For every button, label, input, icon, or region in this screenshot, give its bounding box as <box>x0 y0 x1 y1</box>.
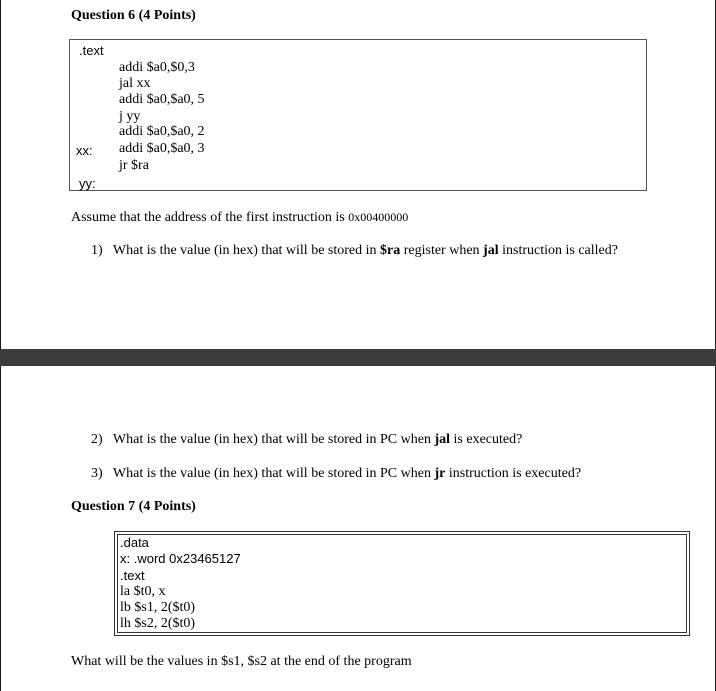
q2-number: 2) <box>91 432 103 447</box>
q1-register: $ra <box>380 243 401 258</box>
q1-text-pre: What is the value (in hex) that will be stored in <box>112 243 377 258</box>
q6-code-line: addi $a0,$0,3 <box>119 60 195 75</box>
q6-code-directive: .text <box>79 43 104 58</box>
q6-question-3 <box>91 466 581 482</box>
q6-code-line: jal xx <box>119 76 151 91</box>
q7-code-line: x: .word 0x23465127 <box>120 551 241 566</box>
q6-label-yy: yy: <box>79 176 96 191</box>
q7-code-box <box>114 531 690 636</box>
q1-keyword: jal <box>483 243 499 258</box>
q7-code-line: lb $s1, 2($t0) <box>120 600 196 615</box>
q7-heading: Question 7 (4 Points) <box>71 499 196 514</box>
q6-question-1 <box>91 243 618 259</box>
q7-code-line: la $t0, x <box>120 584 166 599</box>
assume-text: Assume that the address of the first instruction is <box>71 210 345 225</box>
q2-text-pre: What is the value (in hex) that will be stored in PC when <box>112 432 431 447</box>
q3-number: 3) <box>91 466 103 481</box>
q7-code-line: .text <box>120 568 145 583</box>
q7-code-line: lh $s2, 2($t0) <box>120 616 196 631</box>
q2-text-post: is executed? <box>453 432 523 447</box>
q1-number: 1) <box>91 243 103 258</box>
q6-code-box <box>69 39 647 191</box>
q7-code-line: .data <box>120 535 149 550</box>
q3-keyword: jr <box>434 466 446 481</box>
q6-heading: Question 6 (4 Points) <box>71 8 196 23</box>
assume-line <box>71 210 408 226</box>
q1-text-mid: register when <box>403 243 480 258</box>
q3-text-pre: What is the value (in hex) that will be stored in PC when <box>112 466 431 481</box>
q6-code-line: j yy <box>119 109 141 124</box>
q6-question-2 <box>91 432 522 448</box>
q6-code-line: jr $ra <box>119 158 149 173</box>
q3-text-post: instruction is executed? <box>448 466 582 481</box>
q2-keyword: jal <box>434 432 451 447</box>
q6-code-line: addi $a0,$a0, 3 <box>119 141 205 156</box>
q6-code-line: addi $a0,$a0, 5 <box>119 92 205 107</box>
q1-text-post: instruction is called? <box>502 243 618 258</box>
q7-question: What will be the values in $s1, $s2 at the end of the program <box>71 654 412 669</box>
q6-code-line: addi $a0,$a0, 2 <box>119 124 205 139</box>
assume-address: 0x00400000 <box>348 210 409 224</box>
q6-label-xx: xx: <box>76 143 93 158</box>
page-bottom <box>0 366 716 691</box>
page-gap <box>0 349 716 366</box>
q7-code-inner <box>117 534 687 633</box>
